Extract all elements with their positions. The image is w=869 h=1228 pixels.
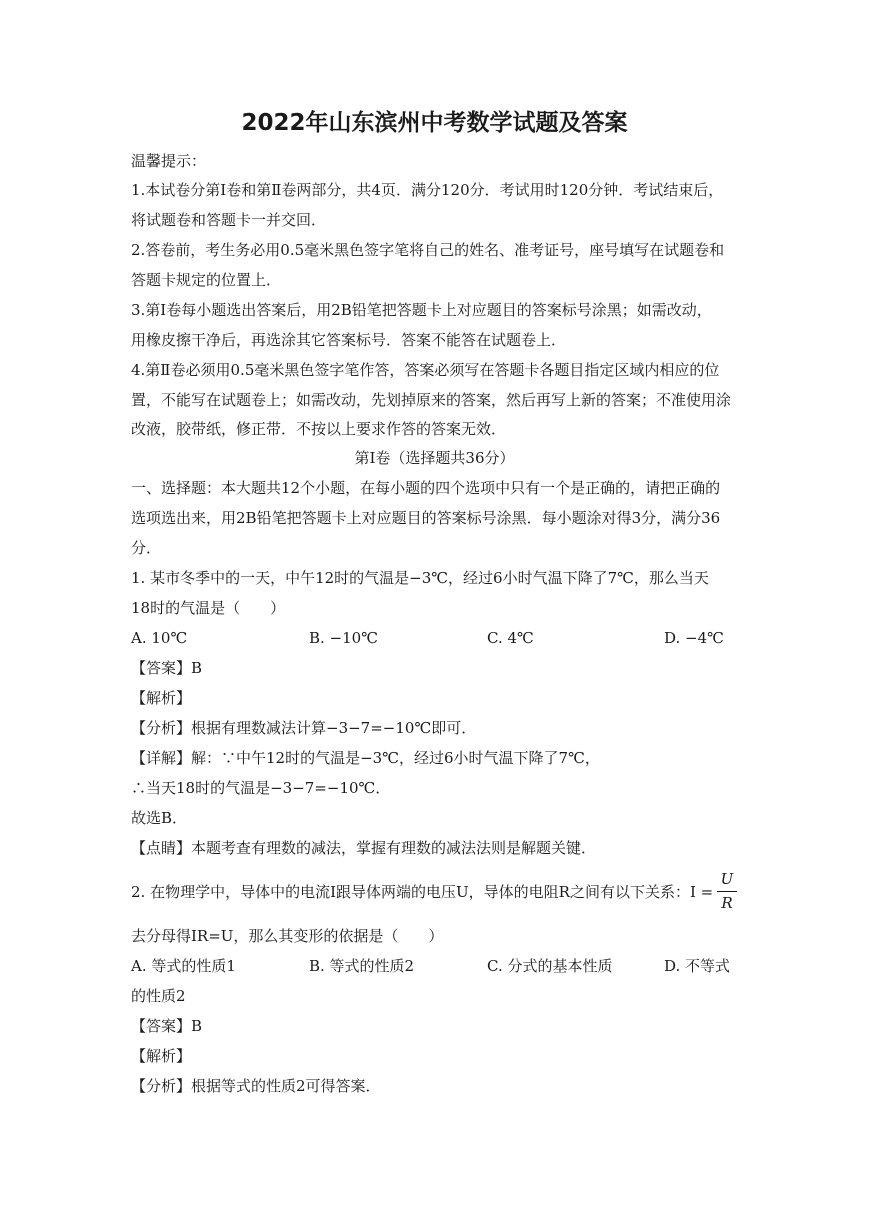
question-1-answer: 【答案】B: [131, 659, 203, 677]
question-2-stem: 去分母得IR=U，那么其变形的依据是（ ）: [131, 927, 444, 945]
question-1-option-c: C. 4℃: [487, 629, 534, 647]
question-1-analysis: 【分析】根据有理数减法计算−3−7=−10℃即可．: [131, 719, 477, 737]
question-1-option-d: D. −4℃: [664, 629, 724, 647]
notice-line: 将试题卷和答题卡一并交回．: [131, 211, 327, 229]
question-2-option-d-cont: 的性质2: [131, 987, 186, 1005]
question-2-analysis: 【分析】根据等式的性质2可得答案．: [131, 1077, 381, 1095]
notice-line: 置，不能写在试题卷上；如需改动，先划掉原来的答案，然后再写上新的答案；不准使用涂: [131, 391, 732, 409]
question-2-option-b: B. 等式的性质2: [309, 957, 415, 975]
question-2-option-d: D. 不等式: [664, 957, 731, 975]
notice-line: 3.第Ⅰ卷每小题选出答案后，用2B铅笔把答题卡上对应题目的答案标号涂黑；如需改动，: [131, 301, 712, 319]
fraction-denominator: R: [721, 894, 733, 912]
question-2-option-c: C. 分式的基本性质: [487, 957, 613, 975]
question-1-option-b: B. −10℃: [309, 629, 378, 647]
notice-heading: 温馨提示：: [131, 152, 207, 170]
notice-line: 用橡皮擦干净后，再选涂其它答案标号．答案不能答在试题卷上．: [131, 331, 567, 349]
question-1-comment: 【点睛】本题考查有理数的减法，掌握有理数的减法法则是解题关键．: [131, 839, 597, 857]
question-1-stem: 1. 某市冬季中的一天，中午12时的气温是−3℃，经过6小时气温下降了7℃，那么当天: [131, 569, 709, 587]
question-2-stem: 2. 在物理学中，导体中的电流Ⅰ跟导体两端的电压U，导体的电阻R之间有以下关系：I =: [131, 883, 714, 901]
section-heading: 第Ⅰ卷（选择题共36分）: [354, 449, 515, 467]
notice-line: 1.本试卷分第Ⅰ卷和第Ⅱ卷两部分，共4页．满分120分．考试用时120分钟．考试结束后，: [131, 181, 724, 199]
section-intro-line: 选项选出来，用2B铅笔把答题卡上对应题目的答案标号涂黑．每小题涂对得3分，满分36: [131, 509, 721, 527]
question-1-choice: 故选B．: [131, 809, 188, 827]
fraction-numerator: U: [720, 870, 734, 888]
question-1-option-a: A. 10℃: [131, 629, 188, 647]
notice-line: 改液，胶带纸，修正带．不按以上要求作答的答案无效．: [131, 420, 507, 438]
section-intro-line: 一、选择题：本大题共12个小题，在每小题的四个选项中只有一个是正确的，请把正确的: [131, 479, 721, 497]
question-1-detail: ∴当天18时的气温是−3−7=−10℃．: [131, 779, 391, 797]
page-title: 2022年山东滨州中考数学试题及答案: [241, 110, 628, 136]
notice-line: 答题卡规定的位置上．: [131, 271, 282, 289]
section-intro-line: 分．: [131, 539, 162, 557]
notice-line: 2.答卷前，考生务必用0.5毫米黑色签字笔将自己的姓名、准考证号，座号填写在试题卷和: [131, 241, 725, 259]
question-2-option-a: A. 等式的性质1: [131, 957, 236, 975]
question-1-jiexi: 【解析】: [131, 689, 192, 707]
question-2-jiexi: 【解析】: [131, 1047, 192, 1065]
question-1-detail: 【详解】解：∵中午12时的气温是−3℃，经过6小时气温下降了7℃，: [131, 749, 600, 767]
fraction-bar: [717, 891, 737, 892]
notice-line: 4.第Ⅱ卷必须用0.5毫米黑色签字笔作答，答案必须写在答题卡各题目指定区域内相应的位: [131, 361, 720, 379]
question-1-stem: 18时的气温是（ ）: [131, 599, 286, 617]
question-2-answer: 【答案】B: [131, 1017, 203, 1035]
